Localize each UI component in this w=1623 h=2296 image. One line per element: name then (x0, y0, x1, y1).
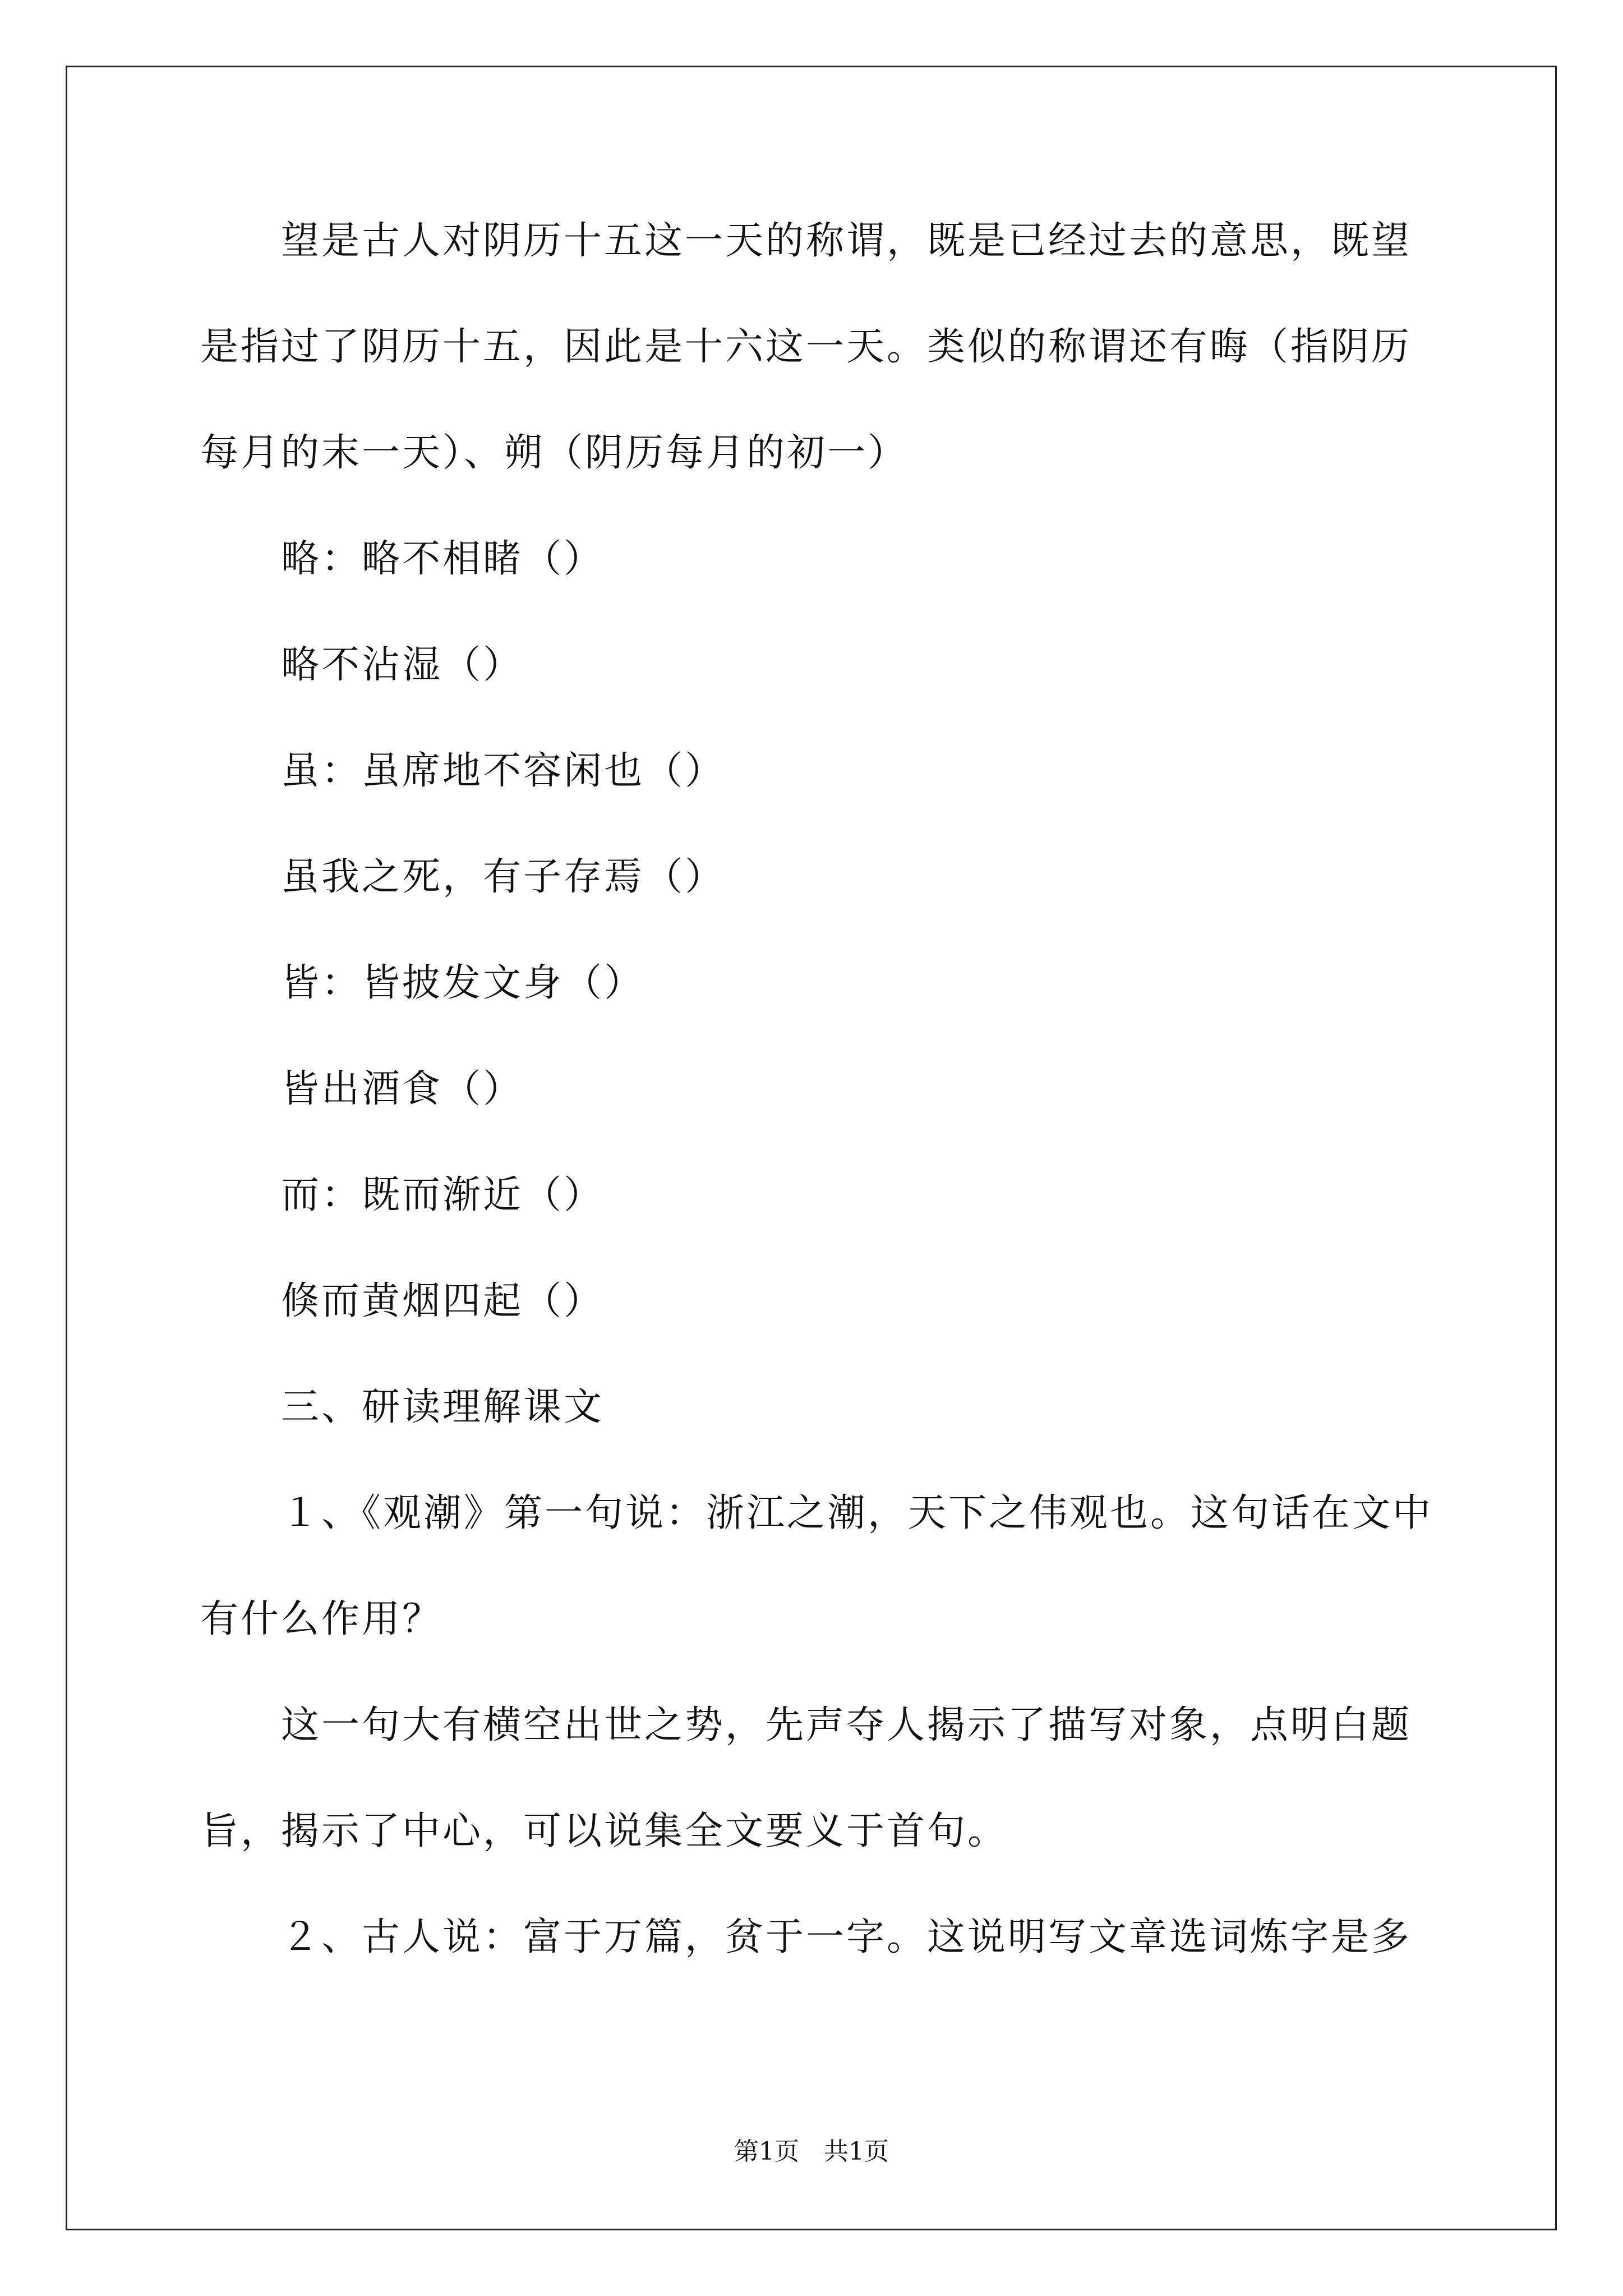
text-line-9: 皆出酒食（） (200, 1067, 524, 1111)
text-line-3: 每月的末一天）、朔（阴历每月的初一） (200, 431, 909, 475)
text-line-10: 而：既而渐近（） (200, 1173, 605, 1217)
answer-1: 这一句大有横空出世之势，先声夺人揭示了描写对象，点明白题 (200, 1703, 1412, 1747)
text-line-2: 是指过了阴历十五，因此是十六这一天。类似的称谓还有晦（指阴历 (200, 325, 1412, 369)
text-line-7: 虽我之死，有子存焉（） (200, 855, 726, 899)
question-2: ２、古人说：富于万篇，贫于一字。这说明写文章选词炼字是多 (200, 1915, 1412, 1959)
page-border (66, 66, 1557, 2230)
question-1-cont: 有什么作用？ (200, 1597, 443, 1641)
text-line-1: 望是古人对阴历十五这一天的称谓，既是已经过去的意思，既望 (200, 219, 1412, 263)
answer-1-cont: 旨，揭示了中心，可以说集全文要义于首句。 (200, 1809, 1008, 1853)
text-line-11: 倏而黄烟四起（） (200, 1279, 605, 1323)
page-number-footer: 第1页 共1页 (734, 2137, 889, 2166)
text-line-5: 略不沾湿（） (200, 643, 524, 687)
text-line-4: 略：略不相睹（） (200, 537, 605, 581)
text-line-8: 皆：皆披发文身（） (200, 961, 645, 1005)
text-line-6: 虽：虽席地不容闲也（） (200, 749, 726, 793)
section-heading: 三、研读理解课文 (200, 1385, 605, 1429)
question-1: １、《观潮》第一句说：浙江之潮，天下之伟观也。这句话在文中 (200, 1491, 1433, 1535)
